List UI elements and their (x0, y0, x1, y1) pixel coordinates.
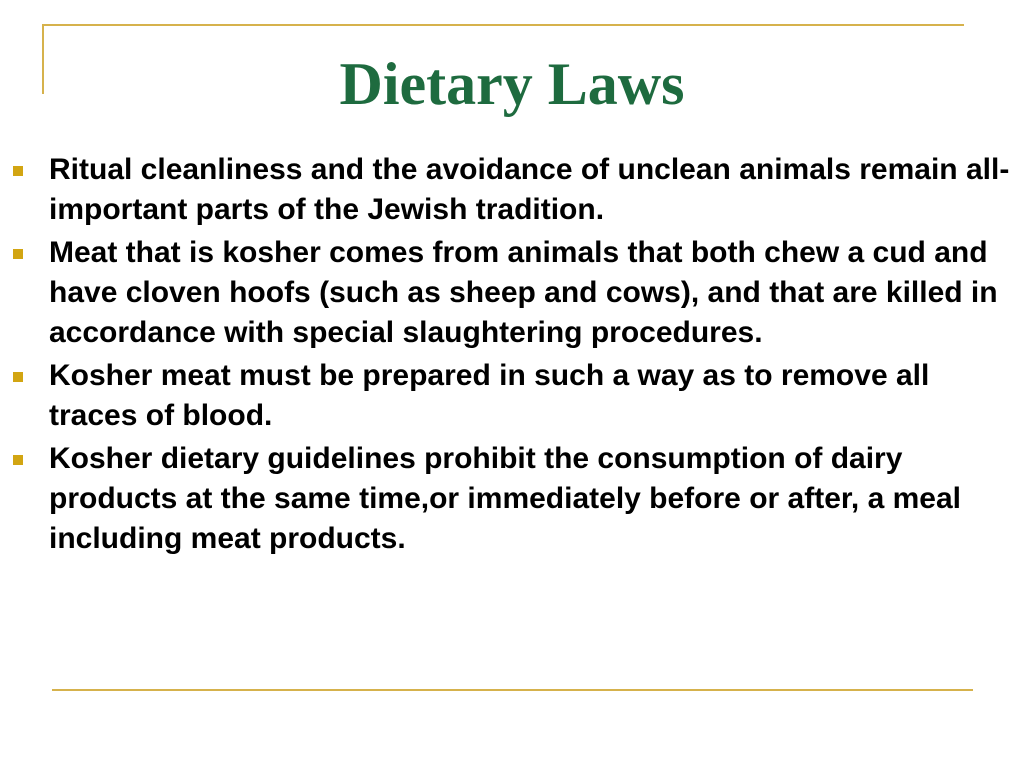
square-bullet-icon (13, 372, 23, 382)
bullet-item (0, 233, 1024, 353)
bullet-text: Kosher dietary guidelines prohibit the consumption of dairy products at the same time,or immediately before or after, a meal including meat products. (49, 442, 961, 555)
frame-top-line (42, 24, 964, 26)
square-bullet-icon (13, 249, 23, 259)
frame-bottom-line (52, 689, 973, 691)
bullet-item (0, 439, 1024, 559)
bullet-text: Ritual cleanliness and the avoidance of unclean animals remain all-important parts of the Jewish tradition. (49, 153, 1010, 226)
bullet-text: Meat that is kosher comes from animals that both chew a cud and have cloven hoofs (such as sheep and cows), and that are killed in accordance with special slaughtering procedures. (49, 236, 998, 349)
bullet-item (0, 356, 1024, 436)
bullet-text: Kosher meat must be prepared in such a way as to remove all traces of blood. (49, 359, 930, 432)
square-bullet-icon (13, 455, 23, 465)
bullet-item (0, 150, 1024, 230)
square-bullet-icon (13, 166, 23, 176)
slide-title: Dietary Laws (339, 51, 685, 117)
bullet-list (0, 150, 1024, 562)
